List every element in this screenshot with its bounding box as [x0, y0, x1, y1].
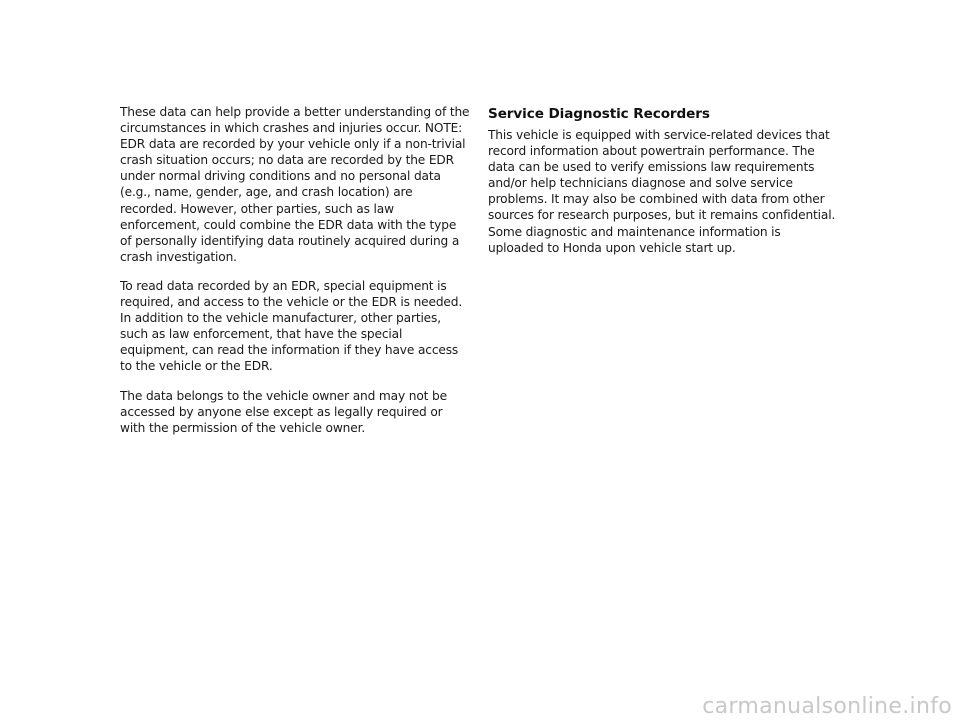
edr-ownership-paragraph: The data belongs to the vehicle owner and may not be accessed by anyone else except as legally required or with the permission of the vehicle owner. — [120, 388, 447, 435]
edr-data-paragraph: These data can help provide a better understanding of the circumstances in which crashes and injuries occur. NOTE: EDR data are recorded by your vehicle only if a non-trivial crash situation occurs; no data are recorded by the EDR under normal driving conditions and no personal data (e.g., name, gender, age, and crash location) are recorded. However, other parties, such as law enforcement, could combine the EDR data with the type of personally identifying data routinely acquired during a crash investigation. — [120, 105, 470, 264]
right-text-column — [488, 106, 838, 269]
edr-access-paragraph: To read data recorded by an EDR, special equipment is required, and access to the vehicle or the EDR is needed. In addition to the vehicle manufacturer, other parties, such as law enforcement, that have the special equipment, can read the information if they have access to the vehicle or the EDR. — [120, 278, 463, 374]
section-heading: Service Diagnostic Recorders — [488, 106, 710, 122]
watermark-text: carmanualsonline.info — [702, 694, 952, 719]
left-text-column — [120, 104, 470, 449]
service-diagnostic-paragraph: This vehicle is equipped with service-related devices that record information about powertrain performance. The data can be used to verify emissions law requirements and/or help technicians diagnose and solve service problems. It may also be combined with data from other sources for research purposes, but it remains confidential. Some diagnostic and maintenance information is uploaded to Honda upon vehicle start up. — [488, 128, 836, 255]
